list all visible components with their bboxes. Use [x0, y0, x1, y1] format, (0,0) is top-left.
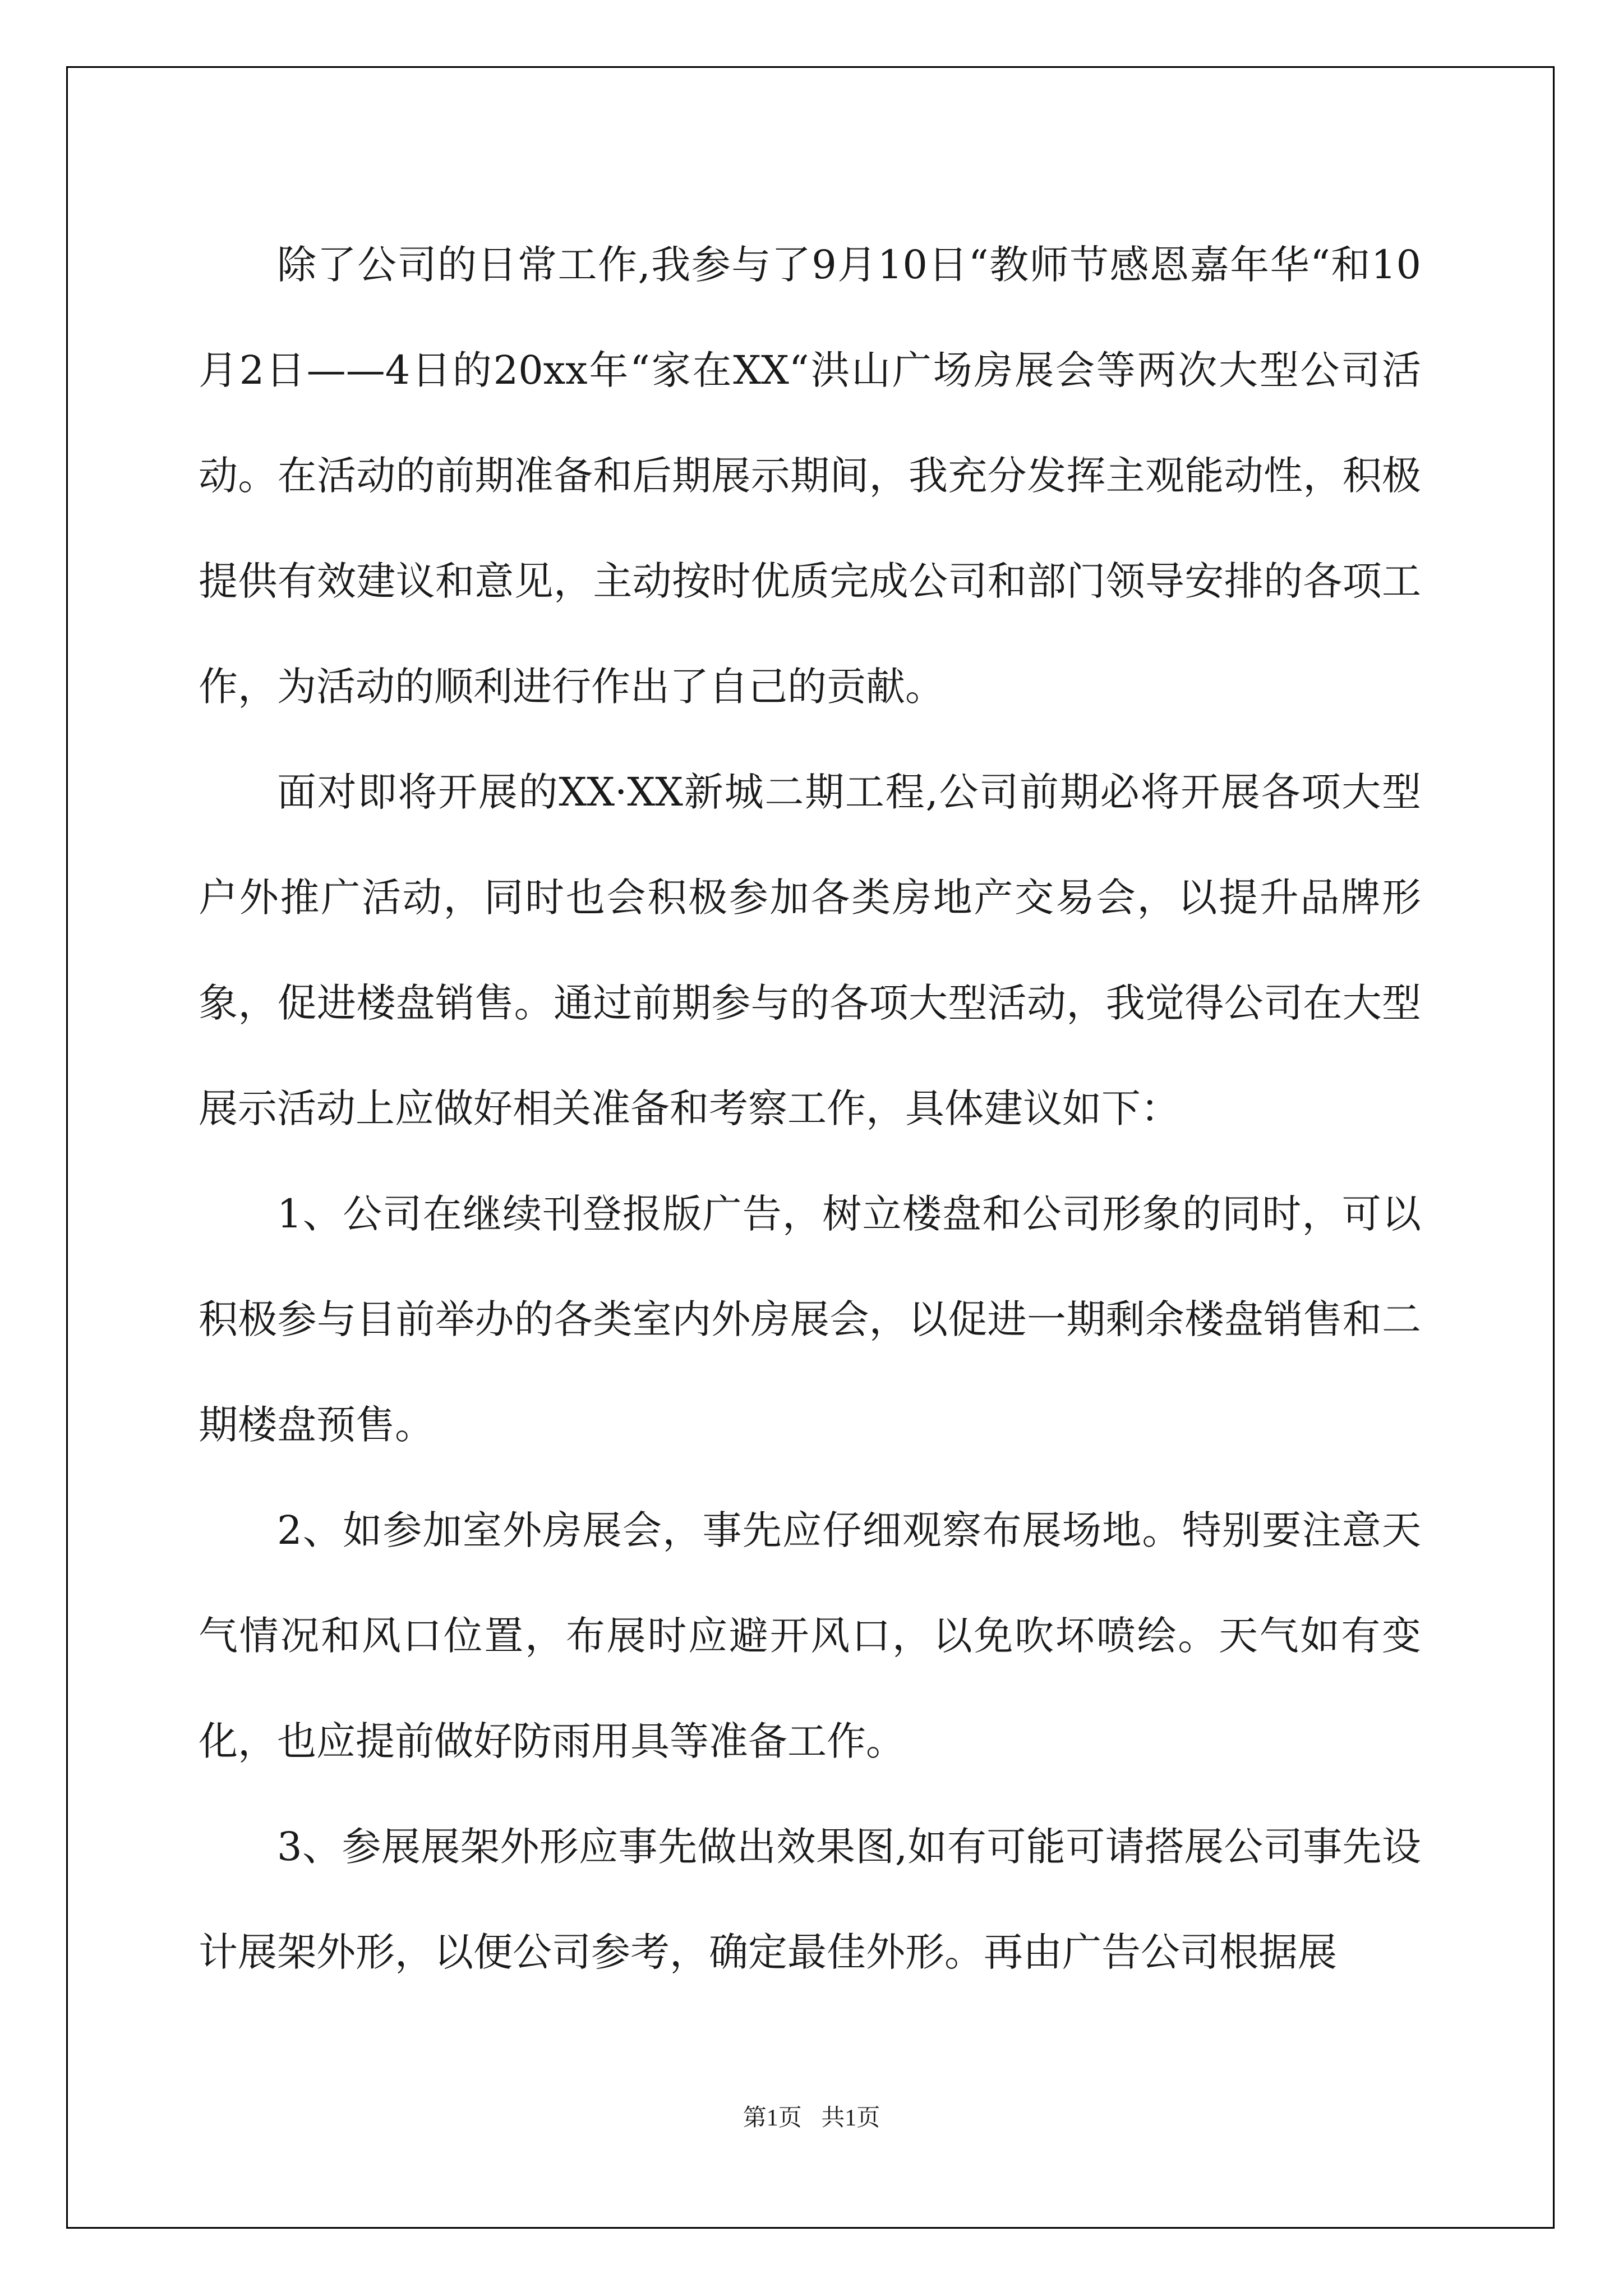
- page-number: 第1页: [743, 2105, 802, 2131]
- page-footer: [0, 2099, 1623, 2133]
- paragraph-3: 1、公司在继续刊登报版广告，树立楼盘和公司形象的同时，可以积极参与目前举办的各类室内外房展会，以促进一期剩余楼盘销售和二期楼盘预售。: [199, 1191, 1421, 1448]
- paragraph-4: 2、如参加室外房展会，事先应仔细观察布展场地。特别要注意天气情况和风口位置，布展时应避开风口，以免吹坏喷绘。天气如有变化，也应提前做好防雨用具等准备工作。: [199, 1507, 1421, 1764]
- paragraph-5: 3、参展展架外形应事先做出效果图,如有可能可请搭展公司事先设计展架外形，以便公司参考，确定最佳外形。再由广告公司根据展: [199, 1824, 1421, 1975]
- paragraph-2: 面对即将开展的XX·XX新城二期工程,公司前期必将开展各项大型户外推广活动，同时也会积极参加各类房地产交易会，以提升品牌形象，促进楼盘销售。通过前期参与的各项大型活动，我觉得公司在大型展示活动上应做好相关准备和考察工作，具体建议如下：: [199, 769, 1421, 1131]
- paragraph-1: 除了公司的日常工作,我参与了9月10日“教师节感恩嘉年华“和10月2日——4日的20xx年“家在XX“洪山广场房展会等两次大型公司活动。在活动的前期准备和后期展示期间，我充分发挥主观能动性，积极提供有效建议和意见，主动按时优质完成公司和部门领导安排的各项工作，为活动的顺利进行作出了自己的贡献。: [199, 242, 1421, 710]
- page-total: 共1页: [821, 2105, 880, 2131]
- document-body: [199, 212, 1421, 2005]
